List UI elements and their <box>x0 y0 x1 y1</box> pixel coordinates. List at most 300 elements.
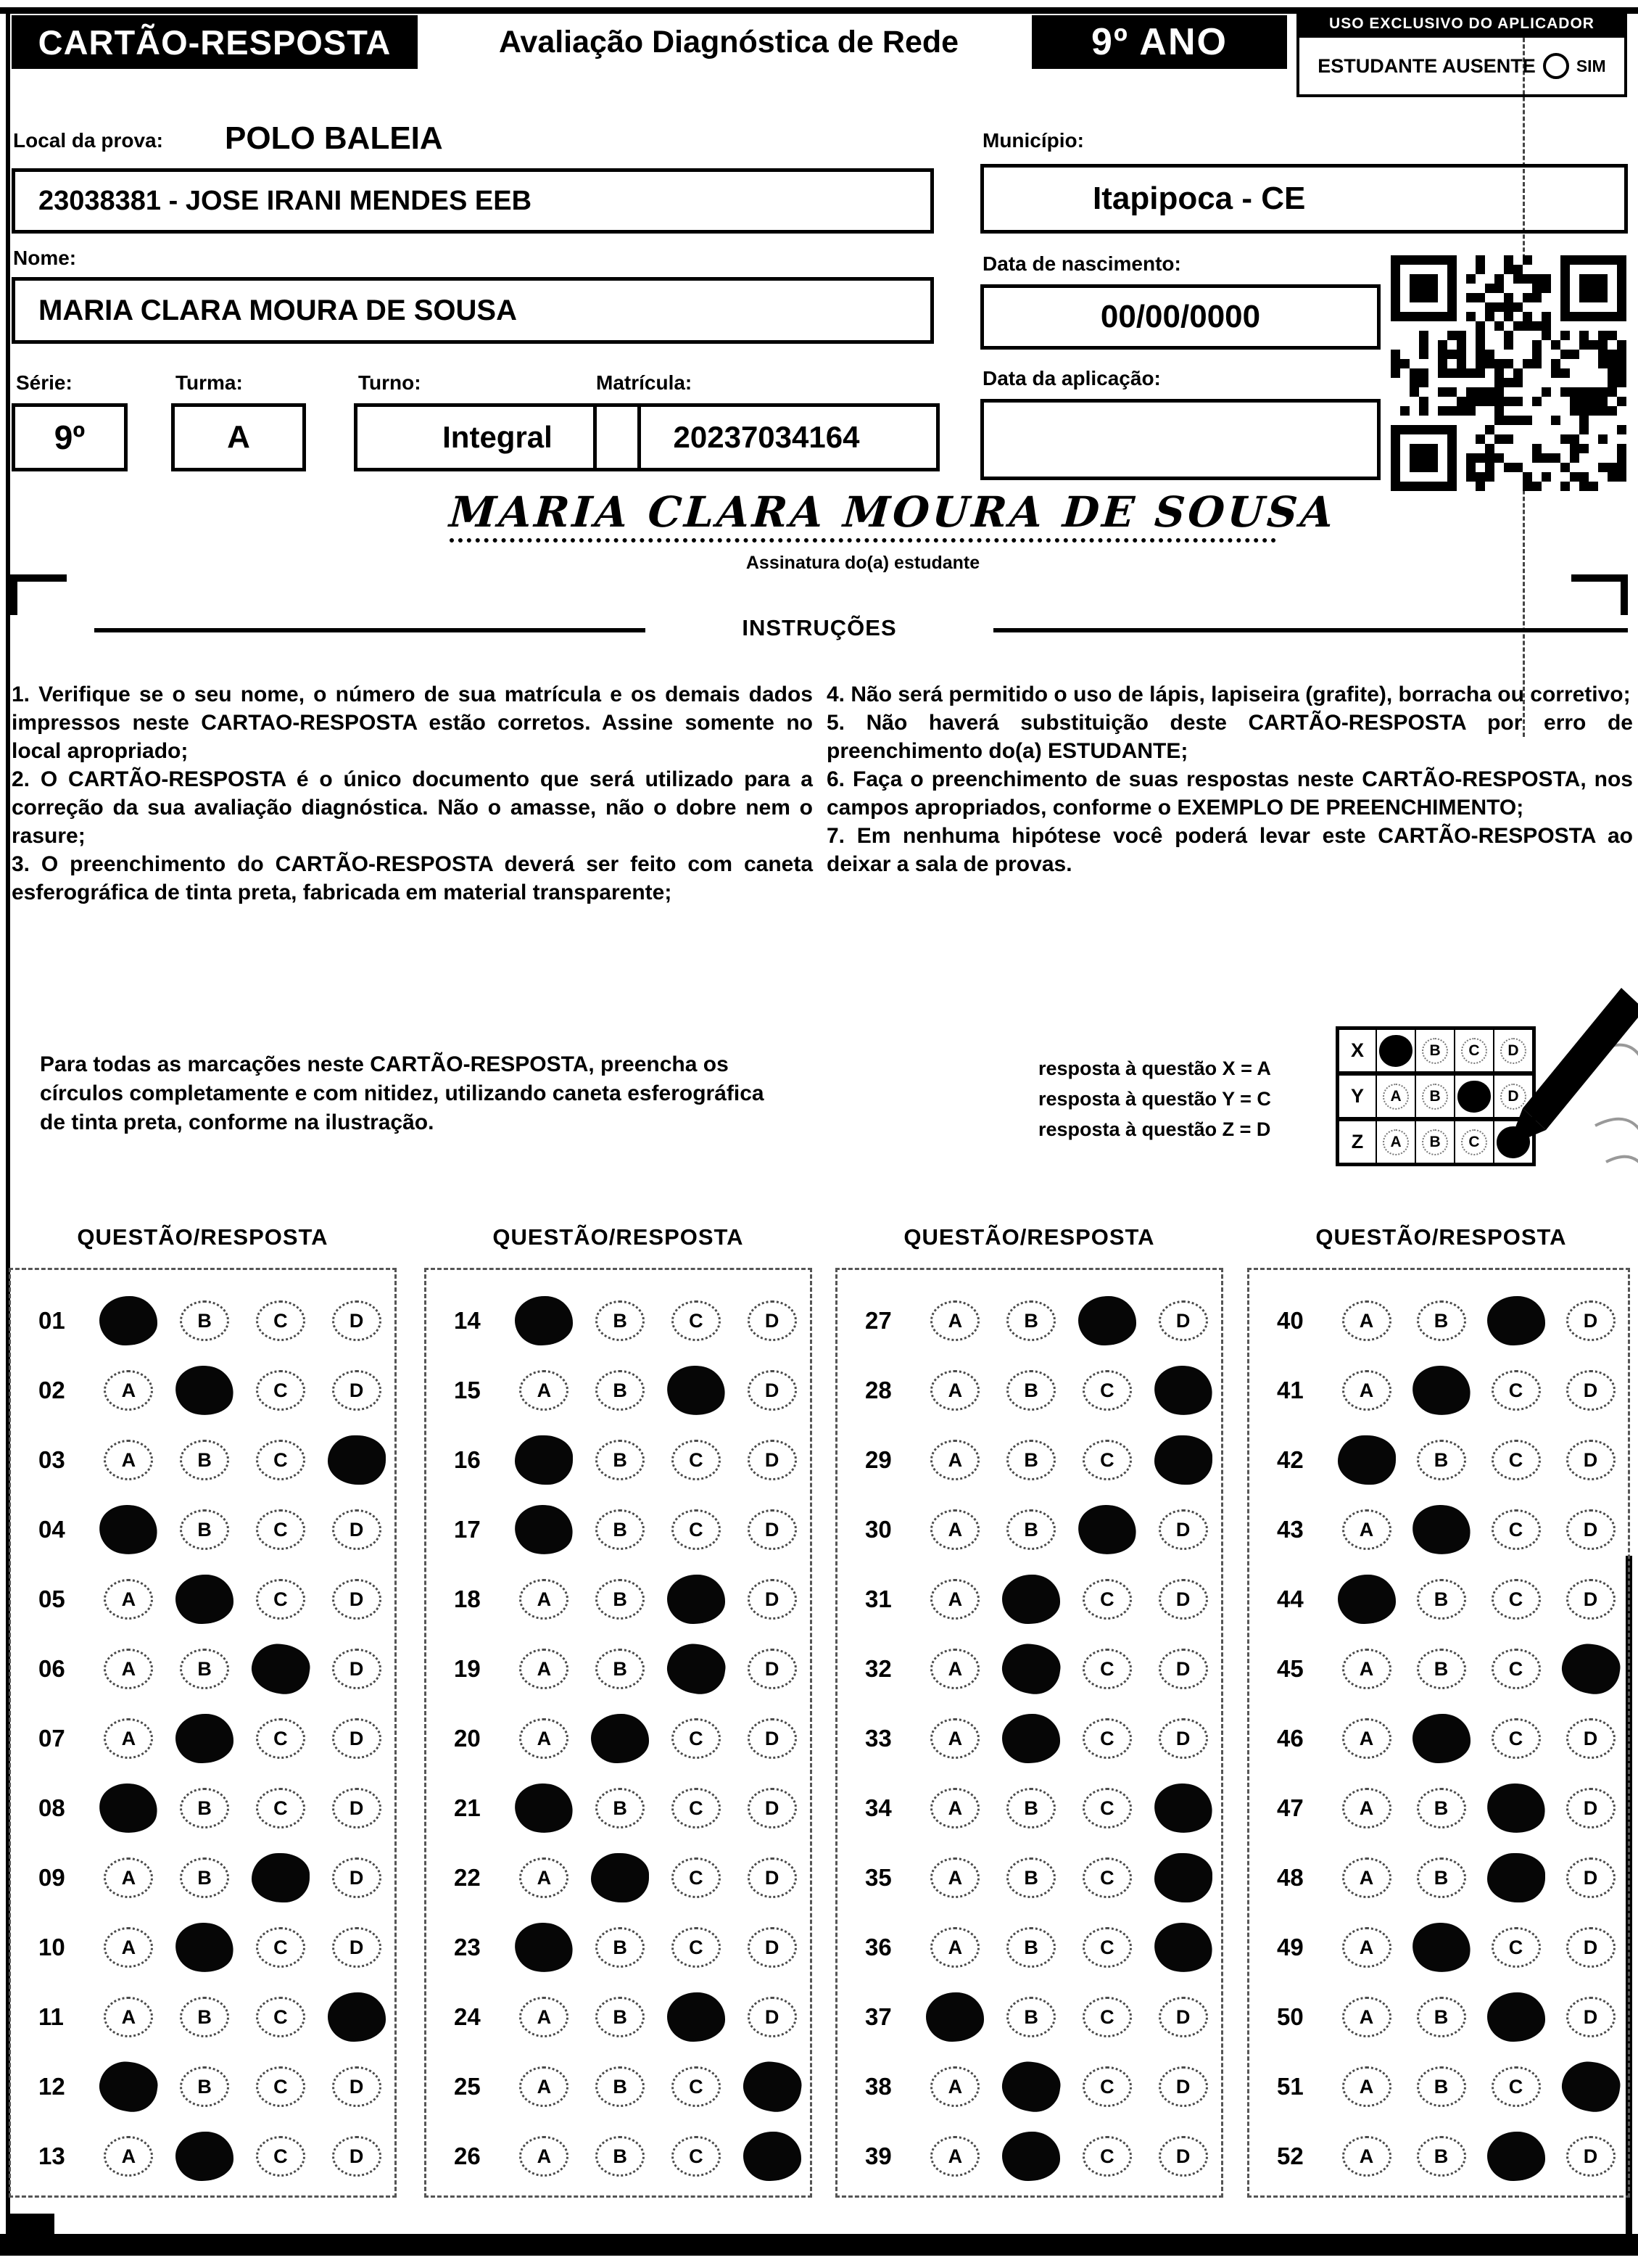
bubble-filled-c[interactable] <box>664 1362 729 1419</box>
bubble-a[interactable]: A <box>1342 1857 1391 1898</box>
question-row <box>426 1982 810 2052</box>
bubble-d[interactable]: D <box>332 1579 381 1620</box>
bubble-a[interactable]: A <box>519 1579 568 1620</box>
bubble-d[interactable]: D <box>332 1509 381 1550</box>
bubble-filled-c[interactable] <box>667 1992 725 2042</box>
bubble-c[interactable]: C <box>256 1300 305 1341</box>
bubble-c[interactable]: C <box>1083 1927 1132 1968</box>
example-cell <box>1454 1121 1493 1163</box>
bubble-cell <box>318 1788 394 1828</box>
bubble-filled-c[interactable] <box>1487 1992 1545 2042</box>
bubble-d[interactable]: D <box>1566 1300 1616 1341</box>
bubble-d[interactable]: D <box>748 1857 797 1898</box>
bubble-a[interactable]: A <box>1342 1370 1391 1411</box>
bubble-c[interactable]: C <box>671 1857 721 1898</box>
bubble-a[interactable]: A <box>930 1718 980 1759</box>
example-cell <box>1376 1076 1415 1117</box>
bubble-a[interactable]: A <box>930 1300 980 1341</box>
bubble-filled-d[interactable] <box>740 2058 804 2115</box>
bubble-b[interactable]: B <box>1417 1997 1466 2037</box>
bubble-a[interactable]: A <box>1342 2066 1391 2107</box>
bubble-filled-b[interactable] <box>999 1641 1064 1697</box>
bubble-cell <box>582 1997 658 2037</box>
bubble-d[interactable]: D <box>332 2066 381 2107</box>
local-value: POLO BALEIA <box>225 120 443 156</box>
question-number: 27 <box>865 1307 892 1334</box>
bubble-d[interactable]: D <box>1566 1579 1616 1620</box>
bubble-filled-c[interactable] <box>249 1641 313 1697</box>
bubble-b[interactable]: B <box>180 2066 229 2107</box>
bubble-cell <box>734 1509 810 1550</box>
bubble-b[interactable]: B <box>1417 1579 1466 1620</box>
bubble-c[interactable]: C <box>1492 1509 1541 1550</box>
bubble-d[interactable]: D <box>748 1440 797 1480</box>
bubble-cell <box>91 1857 167 1898</box>
bubble-a[interactable]: A <box>519 1649 568 1689</box>
bubble-c[interactable]: C <box>1083 1997 1132 2037</box>
bubble-d[interactable]: D <box>332 1370 381 1411</box>
bubble-b[interactable]: B <box>1417 2136 1466 2177</box>
bubble-c[interactable]: C <box>671 1509 721 1550</box>
bubble-c[interactable]: C <box>1083 1579 1132 1620</box>
bubble-cell <box>658 1440 735 1480</box>
example-cell <box>1493 1121 1532 1163</box>
bubble-cell <box>243 1997 319 2037</box>
bubble-c[interactable]: C <box>671 2136 721 2177</box>
bubble-filled-a[interactable] <box>515 1296 573 1345</box>
bubble-c[interactable]: C <box>1083 1440 1132 1480</box>
bubble-b[interactable]: B <box>595 1509 645 1550</box>
bubble-b[interactable]: B <box>1006 1997 1056 2037</box>
bubble-b[interactable]: B <box>1006 1370 1056 1411</box>
bubble-b[interactable]: B <box>180 1440 229 1480</box>
bubble-d[interactable]: D <box>332 1649 381 1689</box>
question-row <box>11 1356 394 1425</box>
bubble-c[interactable]: C <box>671 1440 721 1480</box>
bubble-filled-a[interactable] <box>99 1296 157 1345</box>
bubble-filled-a[interactable] <box>515 1435 573 1485</box>
example-legend-line: resposta à questão Y = C <box>1038 1088 1271 1110</box>
signature-line[interactable] <box>447 487 1338 543</box>
municipio-field: Itapipoca - CE <box>980 164 1628 234</box>
bubble-filled-d[interactable] <box>743 2132 801 2181</box>
bubble-c[interactable]: C <box>1492 2066 1541 2107</box>
bubble-d[interactable]: D <box>748 1509 797 1550</box>
bubble-c[interactable]: C <box>671 1788 721 1828</box>
bubble-d[interactable]: D <box>1159 2136 1208 2177</box>
bubble-filled-b[interactable] <box>1409 1501 1473 1558</box>
bubble-a[interactable]: A <box>104 1857 153 1898</box>
nascimento-field: 00/00/0000 <box>980 284 1381 350</box>
bubble-b[interactable]: B <box>595 1927 645 1968</box>
bubble-a[interactable]: A <box>1342 2136 1391 2177</box>
question-number: 48 <box>1277 1864 1304 1891</box>
question-row <box>1249 1634 1628 1704</box>
bubble-d[interactable]: D <box>332 1857 381 1898</box>
question-number: 26 <box>454 2143 481 2169</box>
bubble-a[interactable]: A <box>104 1718 153 1759</box>
bubble-c[interactable]: C <box>1083 1370 1132 1411</box>
bubble-d[interactable]: D <box>1566 1718 1616 1759</box>
bubble-c[interactable]: C <box>1083 1857 1132 1898</box>
bubble-filled-d[interactable] <box>1151 1780 1215 1836</box>
bubble-c[interactable]: C <box>256 2066 305 2107</box>
bubble-b[interactable]: B <box>595 1788 645 1828</box>
bubble-d[interactable]: D <box>748 1370 797 1411</box>
bubble-filled-b[interactable] <box>1409 1919 1473 1976</box>
bubble-c[interactable]: C <box>1492 1649 1541 1689</box>
bubble-cell <box>658 1575 735 1624</box>
bubble-d[interactable]: D <box>748 1718 797 1759</box>
bubble-a[interactable]: A <box>930 2136 980 2177</box>
bubble-d[interactable]: D <box>748 1649 797 1689</box>
answer-box <box>424 1268 812 2198</box>
bubble-cell <box>1070 1718 1146 1759</box>
bubble-a[interactable]: A <box>1342 1997 1391 2037</box>
card-title: CARTÃO-RESPOSTA <box>12 15 418 69</box>
bubble-filled-a[interactable] <box>96 2058 161 2115</box>
bubble-cell <box>243 1927 319 1968</box>
bubble-cell <box>318 1579 394 1620</box>
bubble-a[interactable]: A <box>930 1857 980 1898</box>
bubble-b[interactable]: B <box>595 1370 645 1411</box>
bubble-filled-b[interactable] <box>173 1919 237 1976</box>
bubble-cell <box>1329 1435 1404 1485</box>
example-option-bubble: B <box>1422 1084 1448 1110</box>
bubble-a[interactable]: A <box>930 1579 980 1620</box>
bubble-filled-b[interactable] <box>591 1853 649 1902</box>
bubble-d[interactable]: D <box>332 1718 381 1759</box>
question-row <box>837 1564 1221 1634</box>
bubble-a[interactable]: A <box>1342 1300 1391 1341</box>
bubble-d[interactable]: D <box>748 1927 797 1968</box>
bubble-filled-c[interactable] <box>1487 1853 1545 1902</box>
bubble-filled-a[interactable] <box>926 1992 984 2042</box>
bubble-filled-a[interactable] <box>1338 1575 1396 1624</box>
bubble-filled-c[interactable] <box>1075 1501 1140 1558</box>
bubble-cell <box>1145 1435 1221 1485</box>
bubble-filled-b[interactable] <box>1409 1362 1473 1419</box>
bubble-cell <box>658 1366 735 1415</box>
question-row <box>426 1425 810 1495</box>
bubble-c[interactable]: C <box>256 1440 305 1480</box>
bubble-d[interactable]: D <box>1159 2066 1208 2107</box>
bubble-b[interactable]: B <box>1417 1857 1466 1898</box>
bubble-b[interactable]: B <box>1006 1300 1056 1341</box>
bubble-cell <box>1145 1784 1221 1833</box>
bubble-c[interactable]: C <box>256 1788 305 1828</box>
bubble-filled-a[interactable] <box>96 1501 161 1558</box>
question-number: 44 <box>1277 1585 1304 1612</box>
bubble-filled-b[interactable] <box>1412 1714 1471 1763</box>
bubble-cell <box>506 2136 582 2177</box>
bubble-filled-b[interactable] <box>999 2058 1064 2115</box>
bubble-c[interactable]: C <box>1083 1788 1132 1828</box>
bubble-filled-d[interactable] <box>328 1992 386 2042</box>
question-row <box>426 1286 810 1356</box>
bubble-b[interactable]: B <box>595 1579 645 1620</box>
bubble-d[interactable]: D <box>1159 1718 1208 1759</box>
bubble-c[interactable]: C <box>1492 1927 1541 1968</box>
bubble-d[interactable]: D <box>332 1788 381 1828</box>
bubble-filled-b[interactable] <box>1002 1714 1060 1763</box>
bubble-filled-a[interactable] <box>512 1919 576 1976</box>
bubble-cell <box>993 1997 1070 2037</box>
bubble-d[interactable]: D <box>1159 1997 1208 2037</box>
bubble-c[interactable]: C <box>256 1927 305 1968</box>
bubble-d[interactable]: D <box>748 1300 797 1341</box>
bubble-b[interactable]: B <box>180 1857 229 1898</box>
question-row <box>837 1425 1221 1495</box>
bubble-filled-b[interactable] <box>1002 2132 1060 2181</box>
bubble-cell <box>1553 2062 1628 2111</box>
bubble-d[interactable]: D <box>332 1300 381 1341</box>
bubble-d[interactable]: D <box>1159 1300 1208 1341</box>
question-row <box>1249 1286 1628 1356</box>
bubble-filled-d[interactable] <box>328 1435 386 1485</box>
bubble-d[interactable]: D <box>1566 1370 1616 1411</box>
example-option-bubble: C <box>1461 1129 1487 1155</box>
bubble-filled-d[interactable] <box>1151 1919 1215 1976</box>
question-number: 35 <box>865 1864 892 1891</box>
bubble-a[interactable]: A <box>930 1649 980 1689</box>
bubble-d[interactable]: D <box>1566 1788 1616 1828</box>
bubble-cell <box>243 2136 319 2177</box>
bubble-a[interactable]: A <box>519 2136 568 2177</box>
bubble-cell <box>91 1927 167 1968</box>
bubble-a[interactable]: A <box>519 1370 568 1411</box>
bubble-a[interactable]: A <box>1342 1649 1391 1689</box>
bubble-filled-c[interactable] <box>664 1641 729 1697</box>
instruction-item: 4. Não será permitido o uso de lápis, lapiseira (grafite), borracha ou corretivo; <box>827 683 1631 706</box>
bubble-filled-a[interactable] <box>512 1780 576 1836</box>
bubble-c[interactable]: C <box>1492 1718 1541 1759</box>
bubble-filled-b[interactable] <box>173 1362 237 1419</box>
bubble-filled-b[interactable] <box>175 2132 233 2181</box>
aplicacao-field[interactable] <box>980 399 1381 480</box>
bubble-cell <box>734 1370 810 1411</box>
bubble-c[interactable]: C <box>256 1509 305 1550</box>
turno-label: Turno: <box>358 371 421 394</box>
bubble-cell <box>167 1997 243 2037</box>
bubble-a[interactable]: A <box>930 1370 980 1411</box>
bubble-b[interactable]: B <box>1417 1300 1466 1341</box>
bubble-filled-d[interactable] <box>1558 2058 1623 2115</box>
bubble-b[interactable]: B <box>1006 1440 1056 1480</box>
question-number: 50 <box>1277 2003 1304 2030</box>
bubble-d[interactable]: D <box>748 1579 797 1620</box>
bubble-filled-d[interactable] <box>1151 1362 1215 1419</box>
bubble-cell <box>734 1649 810 1689</box>
bubble-c[interactable]: C <box>1492 1370 1541 1411</box>
bubble-a[interactable]: A <box>104 1997 153 2037</box>
bubble-filled-b[interactable] <box>1002 1575 1060 1624</box>
grade-badge: 9º ANO <box>1032 15 1287 69</box>
bubble-a[interactable]: A <box>104 1927 153 1968</box>
bubble-a[interactable]: A <box>104 1370 153 1411</box>
bubble-a[interactable]: A <box>519 1997 568 2037</box>
bubble-cell <box>243 1579 319 1620</box>
bubble-b[interactable]: B <box>1006 1857 1056 1898</box>
instruction-item: 7. Em nenhuma hipótese você poderá levar este CARTÃO-RESPOSTA ao deixar a sala de provas. <box>827 824 1633 876</box>
bubble-c[interactable]: C <box>671 1300 721 1341</box>
bubble-d[interactable]: D <box>1566 1997 1616 2037</box>
bubble-a[interactable]: A <box>930 1509 980 1550</box>
bubble-filled-d[interactable] <box>1154 1435 1212 1485</box>
bubble-c[interactable]: C <box>1083 1649 1132 1689</box>
bubble-b[interactable]: B <box>595 2066 645 2107</box>
school-field: 23038381 - JOSE IRANI MENDES EEB <box>12 168 934 234</box>
bubble-filled-a[interactable] <box>512 1501 576 1558</box>
bubble-filled-b[interactable] <box>591 1714 649 1763</box>
bubble-b[interactable]: B <box>595 1649 645 1689</box>
bubble-d[interactable]: D <box>1566 1857 1616 1898</box>
bubble-c[interactable]: C <box>1083 2136 1132 2177</box>
bubble-b[interactable]: B <box>1006 1927 1056 1968</box>
bubble-filled-b[interactable] <box>175 1575 233 1624</box>
question-row <box>11 2121 394 2191</box>
bubble-c[interactable]: C <box>1083 2066 1132 2107</box>
bubble-b[interactable]: B <box>1417 2066 1466 2107</box>
bubble-cell <box>506 1857 582 1898</box>
bubble-a[interactable]: A <box>930 1788 980 1828</box>
bubble-d[interactable]: D <box>332 1927 381 1968</box>
bubble-filled-c[interactable] <box>252 1853 310 1902</box>
bubble-a[interactable]: A <box>519 2066 568 2107</box>
bubble-a[interactable]: A <box>104 1579 153 1620</box>
example-row <box>1339 1076 1532 1121</box>
bubble-filled-b[interactable] <box>175 1714 233 1763</box>
bubble-cell <box>1329 1718 1404 1759</box>
bubble-b[interactable]: B <box>595 2136 645 2177</box>
bubble-a[interactable]: A <box>104 1649 153 1689</box>
bubble-cell <box>1329 1300 1404 1341</box>
absent-bubble[interactable] <box>1543 53 1569 79</box>
bubble-cell <box>582 1300 658 1341</box>
bubble-filled-c[interactable] <box>1484 1780 1548 1836</box>
bubble-cell <box>993 1300 1070 1341</box>
bubble-cell <box>993 1370 1070 1411</box>
bubble-cell <box>506 1997 582 2037</box>
bubble-cell <box>1070 1927 1146 1968</box>
bubble-d[interactable]: D <box>1159 1649 1208 1689</box>
bubble-b[interactable]: B <box>180 1300 229 1341</box>
bubble-b[interactable]: B <box>180 1788 229 1828</box>
bubble-cell <box>91 1649 167 1689</box>
question-row <box>11 1843 394 1913</box>
bubble-c[interactable]: C <box>671 1927 721 1968</box>
bubble-a[interactable]: A <box>1342 1718 1391 1759</box>
bubble-c[interactable]: C <box>256 1997 305 2037</box>
bubble-a[interactable]: A <box>1342 1788 1391 1828</box>
bubble-d[interactable]: D <box>1159 1509 1208 1550</box>
bubble-b[interactable]: B <box>595 1997 645 2037</box>
bubble-d[interactable]: D <box>748 1788 797 1828</box>
bubble-filled-d[interactable] <box>1558 1641 1623 1697</box>
bubble-a[interactable]: A <box>930 1927 980 1968</box>
applicator-box <box>1296 10 1627 97</box>
bubble-b[interactable]: B <box>1417 1788 1466 1828</box>
bubble-a[interactable]: A <box>1342 1509 1391 1550</box>
bubble-b[interactable]: B <box>1006 1509 1056 1550</box>
bubble-c[interactable]: C <box>1492 1440 1541 1480</box>
bubble-a[interactable]: A <box>1342 1927 1391 1968</box>
bubble-c[interactable]: C <box>671 2066 721 2107</box>
bubble-cell <box>1070 1788 1146 1828</box>
bubble-c[interactable]: C <box>256 1579 305 1620</box>
bubble-cell <box>582 2136 658 2177</box>
bubble-d[interactable]: D <box>1566 1440 1616 1480</box>
bubble-c[interactable]: C <box>256 1370 305 1411</box>
bubble-cell <box>1070 2136 1146 2177</box>
bubble-c[interactable]: C <box>1083 1718 1132 1759</box>
exam-title: Avaliação Diagnóstica de Rede <box>498 24 959 59</box>
bubble-cell <box>1145 1300 1221 1341</box>
bubble-d[interactable]: D <box>332 2136 381 2177</box>
bubble-cell <box>1329 2136 1404 2177</box>
bubble-a[interactable]: A <box>930 1440 980 1480</box>
bubble-filled-c[interactable] <box>1487 2132 1545 2181</box>
bubble-a[interactable]: A <box>104 1440 153 1480</box>
serie-label: Série: <box>16 371 73 394</box>
bubble-d[interactable]: D <box>1566 1509 1616 1550</box>
question-number: 28 <box>865 1377 892 1403</box>
bubble-cell <box>1404 2136 1478 2177</box>
bubble-filled-c[interactable] <box>1487 1296 1545 1345</box>
bubble-c[interactable]: C <box>256 1718 305 1759</box>
question-row <box>837 1356 1221 1425</box>
instructions-right <box>827 680 1633 878</box>
bubble-d[interactable]: D <box>1159 1579 1208 1620</box>
bubble-c[interactable]: C <box>256 2136 305 2177</box>
bubble-c[interactable]: C <box>671 1718 721 1759</box>
bubble-b[interactable]: B <box>1417 1649 1466 1689</box>
bubble-cell <box>91 1718 167 1759</box>
bubble-filled-d[interactable] <box>1154 1853 1212 1902</box>
bubble-filled-c[interactable] <box>1078 1296 1136 1345</box>
bubble-filled-a[interactable] <box>1338 1435 1396 1485</box>
bubble-cell <box>1145 2066 1221 2107</box>
bubble-b[interactable]: B <box>1417 1440 1466 1480</box>
bubble-d[interactable]: D <box>1566 1927 1616 1968</box>
bubble-cell <box>658 2136 735 2177</box>
example-cell <box>1493 1030 1532 1071</box>
bubble-a[interactable]: A <box>519 1857 568 1898</box>
bubble-cell <box>734 2132 810 2181</box>
question-number: 52 <box>1277 2143 1304 2169</box>
bubble-d[interactable]: D <box>1566 2136 1616 2177</box>
bubble-b[interactable]: B <box>595 1440 645 1480</box>
bubble-b[interactable]: B <box>1006 1788 1056 1828</box>
bubble-filled-a[interactable] <box>96 1780 161 1836</box>
bubble-b[interactable]: B <box>180 1649 229 1689</box>
bubble-a[interactable]: A <box>104 2136 153 2177</box>
bubble-filled-c[interactable] <box>667 1575 725 1624</box>
bubble-b[interactable]: B <box>180 1509 229 1550</box>
example-option-bubble: D <box>1500 1038 1526 1064</box>
bubble-c[interactable]: C <box>1492 1579 1541 1620</box>
bubble-a[interactable]: A <box>519 1718 568 1759</box>
bubble-b[interactable]: B <box>180 1997 229 2037</box>
bubble-cell <box>734 1927 810 1968</box>
bubble-cell <box>1478 1992 1553 2042</box>
bubble-a[interactable]: A <box>930 2066 980 2107</box>
bubble-d[interactable]: D <box>748 1997 797 2037</box>
bubble-b[interactable]: B <box>595 1300 645 1341</box>
bubble-cell <box>582 1927 658 1968</box>
bubble-cell <box>1478 1579 1553 1620</box>
bubble-cell <box>993 2062 1070 2111</box>
